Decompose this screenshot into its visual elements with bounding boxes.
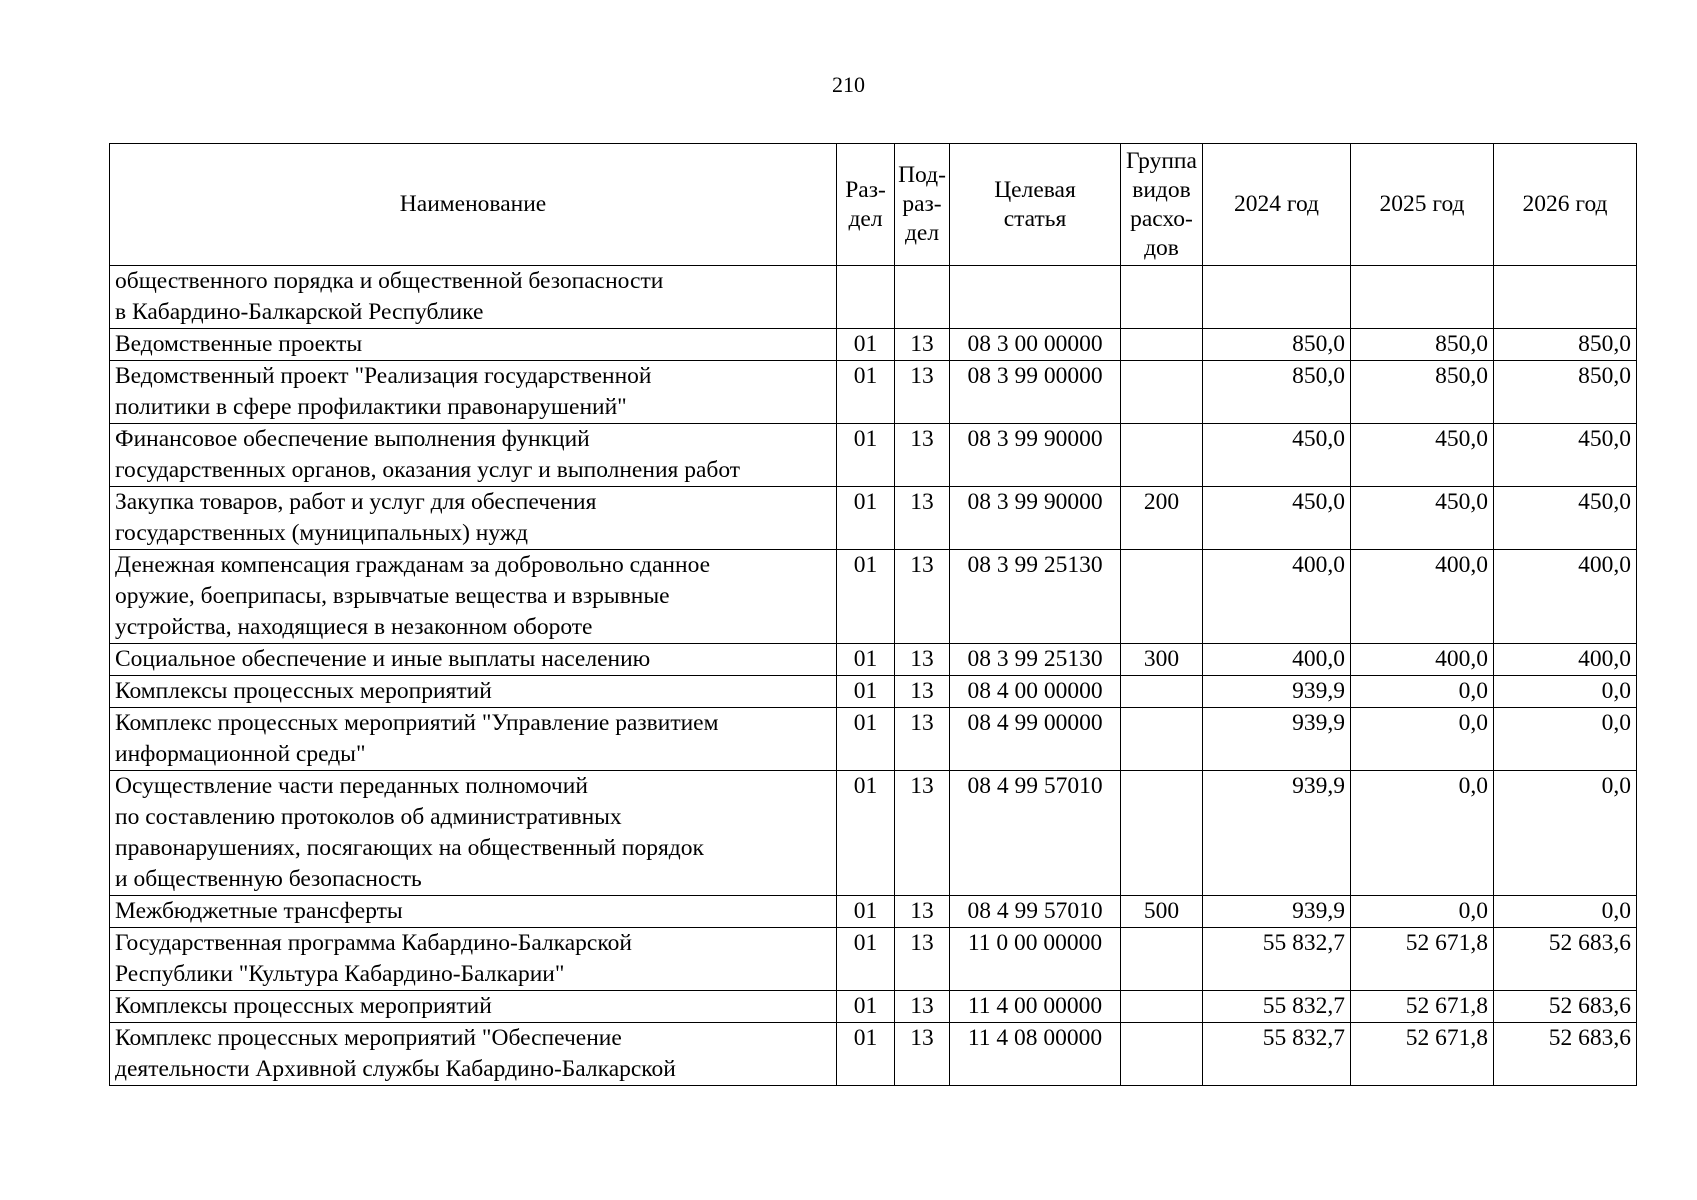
cell-year-2026: 400,0 (1494, 644, 1637, 676)
cell-year-2026: 0,0 (1494, 896, 1637, 928)
budget-table (109, 143, 1637, 1086)
cell-year-2026: 0,0 (1494, 676, 1637, 708)
cell-year-2024: 450,0 (1203, 424, 1351, 487)
cell-expense-group (1121, 1023, 1203, 1086)
cell-name: Комплекс процессных мероприятий "Управление развитием информационной среды" (110, 708, 837, 771)
cell-name: Ведомственные проекты (110, 329, 837, 361)
cell-expense-group (1121, 329, 1203, 361)
cell-name: Комплекс процессных мероприятий "Обеспечение деятельности Архивной службы Кабардино-Балкарской (110, 1023, 837, 1086)
cell-expense-group: 500 (1121, 896, 1203, 928)
cell-name: Ведомственный проект "Реализация государственной политики в сфере профилактики правонарушений" (110, 361, 837, 424)
cell-podrazdel: 13 (895, 708, 950, 771)
page-number: 210 (832, 72, 865, 97)
cell-year-2026: 52 683,6 (1494, 928, 1637, 991)
cell-razdel: 01 (837, 644, 895, 676)
cell-year-2024: 55 832,7 (1203, 928, 1351, 991)
cell-year-2026: 0,0 (1494, 771, 1637, 896)
cell-razdel (837, 266, 895, 329)
cell-target-article: 08 3 99 25130 (950, 550, 1121, 644)
cell-expense-group (1121, 991, 1203, 1023)
cell-podrazdel: 13 (895, 991, 950, 1023)
cell-year-2024: 55 832,7 (1203, 1023, 1351, 1086)
cell-year-2026: 450,0 (1494, 487, 1637, 550)
cell-year-2026 (1494, 266, 1637, 329)
cell-year-2025: 850,0 (1351, 329, 1494, 361)
header-razdel: Раз- дел (837, 144, 895, 266)
table-row (110, 329, 1637, 361)
cell-podrazdel: 13 (895, 928, 950, 991)
cell-target-article: 08 4 00 00000 (950, 676, 1121, 708)
cell-target-article (950, 266, 1121, 329)
cell-expense-group (1121, 771, 1203, 896)
table-row (110, 266, 1637, 329)
cell-year-2026: 0,0 (1494, 708, 1637, 771)
cell-year-2025: 400,0 (1351, 550, 1494, 644)
cell-year-2025: 0,0 (1351, 896, 1494, 928)
table-row (110, 676, 1637, 708)
cell-name: Социальное обеспечение и иные выплаты населению (110, 644, 837, 676)
cell-year-2025: 52 671,8 (1351, 1023, 1494, 1086)
cell-target-article: 11 4 00 00000 (950, 991, 1121, 1023)
cell-podrazdel: 13 (895, 487, 950, 550)
cell-podrazdel: 13 (895, 550, 950, 644)
cell-expense-group (1121, 424, 1203, 487)
cell-podrazdel: 13 (895, 896, 950, 928)
cell-name: Межбюджетные трансферты (110, 896, 837, 928)
header-name: Наименование (110, 144, 837, 266)
cell-name: Осуществление части переданных полномочий по составлению протоколов об административных правонарушениях, посягающих на общественный порядок и общественную безопасность (110, 771, 837, 896)
header-year-2026: 2026 год (1494, 144, 1637, 266)
header-podrazdel: Под- раз- дел (895, 144, 950, 266)
cell-target-article: 08 4 99 57010 (950, 896, 1121, 928)
cell-name: Комплексы процессных мероприятий (110, 676, 837, 708)
cell-podrazdel: 13 (895, 676, 950, 708)
cell-year-2024: 850,0 (1203, 361, 1351, 424)
cell-expense-group (1121, 266, 1203, 329)
cell-year-2024: 939,9 (1203, 676, 1351, 708)
cell-razdel: 01 (837, 928, 895, 991)
cell-razdel: 01 (837, 676, 895, 708)
cell-year-2026: 850,0 (1494, 329, 1637, 361)
cell-razdel: 01 (837, 361, 895, 424)
cell-razdel: 01 (837, 424, 895, 487)
cell-year-2025: 52 671,8 (1351, 928, 1494, 991)
cell-podrazdel: 13 (895, 361, 950, 424)
cell-expense-group (1121, 676, 1203, 708)
cell-razdel: 01 (837, 329, 895, 361)
cell-year-2026: 52 683,6 (1494, 991, 1637, 1023)
cell-razdel: 01 (837, 550, 895, 644)
cell-year-2026: 450,0 (1494, 424, 1637, 487)
table-row (110, 708, 1637, 771)
cell-name: Государственная программа Кабардино-Балкарской Республики "Культура Кабардино-Балкарии" (110, 928, 837, 991)
cell-target-article: 08 4 99 00000 (950, 708, 1121, 771)
cell-target-article: 08 3 99 00000 (950, 361, 1121, 424)
cell-expense-group: 200 (1121, 487, 1203, 550)
cell-target-article: 08 3 99 25130 (950, 644, 1121, 676)
cell-target-article: 08 3 99 90000 (950, 487, 1121, 550)
cell-razdel: 01 (837, 487, 895, 550)
cell-year-2024: 450,0 (1203, 487, 1351, 550)
cell-name: Денежная компенсация гражданам за добровольно сданное оружие, боеприпасы, взрывчатые вещества и взрывные устройства, находящиеся в незаконном обороте (110, 550, 837, 644)
table-row (110, 361, 1637, 424)
table-header-row (110, 144, 1637, 266)
cell-name: Финансовое обеспечение выполнения функций государственных органов, оказания услуг и выполнения работ (110, 424, 837, 487)
cell-year-2025: 450,0 (1351, 487, 1494, 550)
cell-year-2024 (1203, 266, 1351, 329)
table-row (110, 928, 1637, 991)
header-expense-group: Группа видов расхо- дов (1121, 144, 1203, 266)
cell-expense-group (1121, 928, 1203, 991)
cell-target-article: 08 3 00 00000 (950, 329, 1121, 361)
cell-year-2025: 450,0 (1351, 424, 1494, 487)
cell-year-2024: 939,9 (1203, 771, 1351, 896)
table-body (110, 266, 1637, 1086)
cell-expense-group (1121, 361, 1203, 424)
cell-name: Закупка товаров, работ и услуг для обеспечения государственных (муниципальных) нужд (110, 487, 837, 550)
table-row (110, 1023, 1637, 1086)
table-row (110, 424, 1637, 487)
cell-year-2025: 0,0 (1351, 708, 1494, 771)
cell-year-2024: 400,0 (1203, 550, 1351, 644)
table-row (110, 550, 1637, 644)
cell-year-2024: 400,0 (1203, 644, 1351, 676)
cell-year-2024: 850,0 (1203, 329, 1351, 361)
cell-razdel: 01 (837, 1023, 895, 1086)
cell-year-2025: 0,0 (1351, 676, 1494, 708)
cell-target-article: 11 4 08 00000 (950, 1023, 1121, 1086)
cell-razdel: 01 (837, 771, 895, 896)
table-row (110, 771, 1637, 896)
cell-year-2024: 939,9 (1203, 896, 1351, 928)
header-year-2024: 2024 год (1203, 144, 1351, 266)
table-row (110, 896, 1637, 928)
cell-year-2026: 52 683,6 (1494, 1023, 1637, 1086)
cell-podrazdel: 13 (895, 329, 950, 361)
cell-podrazdel: 13 (895, 1023, 950, 1086)
cell-podrazdel: 13 (895, 644, 950, 676)
table-row (110, 487, 1637, 550)
cell-podrazdel: 13 (895, 424, 950, 487)
cell-year-2026: 400,0 (1494, 550, 1637, 644)
table-row (110, 644, 1637, 676)
cell-razdel: 01 (837, 991, 895, 1023)
cell-podrazdel: 13 (895, 771, 950, 896)
cell-name: общественного порядка и общественной безопасности в Кабардино-Балкарской Республике (110, 266, 837, 329)
cell-year-2025 (1351, 266, 1494, 329)
cell-razdel: 01 (837, 708, 895, 771)
cell-podrazdel (895, 266, 950, 329)
cell-year-2025: 850,0 (1351, 361, 1494, 424)
table-row (110, 991, 1637, 1023)
cell-year-2025: 0,0 (1351, 771, 1494, 896)
cell-target-article: 08 3 99 90000 (950, 424, 1121, 487)
cell-year-2024: 55 832,7 (1203, 991, 1351, 1023)
cell-expense-group (1121, 708, 1203, 771)
cell-target-article: 11 0 00 00000 (950, 928, 1121, 991)
cell-year-2026: 850,0 (1494, 361, 1637, 424)
cell-expense-group (1121, 550, 1203, 644)
cell-target-article: 08 4 99 57010 (950, 771, 1121, 896)
cell-year-2024: 939,9 (1203, 708, 1351, 771)
header-year-2025: 2025 год (1351, 144, 1494, 266)
cell-name: Комплексы процессных мероприятий (110, 991, 837, 1023)
cell-year-2025: 400,0 (1351, 644, 1494, 676)
cell-year-2025: 52 671,8 (1351, 991, 1494, 1023)
cell-expense-group: 300 (1121, 644, 1203, 676)
cell-razdel: 01 (837, 896, 895, 928)
header-target-article: Целевая статья (950, 144, 1121, 266)
